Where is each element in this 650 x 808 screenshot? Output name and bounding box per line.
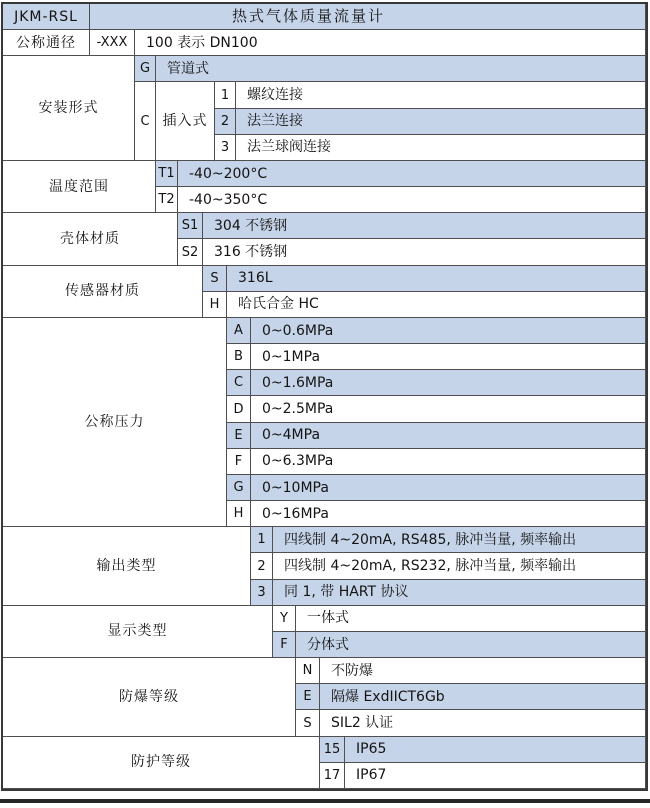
code-cell-sensor-s: S <box>203 266 227 292</box>
desc-cell-explosion-e: 隔爆 ExdIICT6Gb <box>320 684 646 710</box>
code-cell-insert-3: 3 <box>215 135 236 161</box>
section-label-install: 安装形式 <box>3 56 135 161</box>
desc-cell-s2: 316 不锈钢 <box>203 239 646 265</box>
desc-cell-pressure-c: 0~1.6MPa <box>251 370 646 396</box>
code-cell-t2: T2 <box>156 187 178 213</box>
desc-cell-pressure-b: 0~1MPa <box>251 344 646 370</box>
code-cell-insert-1: 1 <box>215 82 236 108</box>
desc-cell-t2: -40~350°C <box>178 187 646 213</box>
desc-cell-t1: -40~200°C <box>178 161 646 187</box>
code-cell-pressure-f: F <box>227 449 251 475</box>
desc-cell-pressure-a: 0~0.6MPa <box>251 318 646 344</box>
desc-cell-output-2: 四线制 4~20mA, RS232, 脉冲当量, 频率输出 <box>273 553 646 579</box>
code-cell-pressure-c: C <box>227 370 251 396</box>
section-label-pressure: 公称压力 <box>3 318 227 527</box>
bottom-rule <box>0 799 650 803</box>
desc-cell-pressure-f: 0~6.3MPa <box>251 449 646 475</box>
section-label-dn: 公称通径 <box>3 30 90 56</box>
desc-cell-pressure-e: 0~4MPa <box>251 423 646 449</box>
desc-cell-output-1: 四线制 4~20mA, RS485, 脉冲当量, 频率输出 <box>273 527 646 553</box>
section-label-output: 输出类型 <box>3 527 251 606</box>
code-cell-pipe-g: G <box>135 56 156 82</box>
code-cell-explosion-s: S <box>296 710 320 736</box>
code-cell-output-1: 1 <box>251 527 273 553</box>
desc-cell-insert-2: 法兰连接 <box>236 109 646 135</box>
desc-cell-explosion-n: 不防爆 <box>320 658 646 684</box>
code-cell-insert-2: 2 <box>215 109 236 135</box>
code-cell-pressure-d: D <box>227 396 251 422</box>
code-cell-explosion-n: N <box>296 658 320 684</box>
code-cell-s2: S2 <box>178 239 203 265</box>
section-label-explosion: 防爆等级 <box>3 658 296 737</box>
section-label-sensor: 传感器材质 <box>3 266 203 318</box>
section-label-protection: 防护等级 <box>3 737 320 789</box>
insert-type-label: 插入式 <box>156 82 215 161</box>
desc-cell-display-f: 分体式 <box>296 632 646 658</box>
code-cell-dn: -XXX <box>90 30 135 56</box>
desc-cell-sensor-s: 316L <box>227 266 646 292</box>
desc-cell-protection-17: IP67 <box>345 763 646 789</box>
desc-cell-protection-15: IP65 <box>345 737 646 763</box>
desc-cell-display-y: 一体式 <box>296 606 646 632</box>
desc-cell-explosion-s: SIL2 认证 <box>320 710 646 736</box>
desc-cell-insert-3: 法兰球阀连接 <box>236 135 646 161</box>
code-cell-s1: S1 <box>178 213 203 239</box>
code-cell-display-f: F <box>273 632 296 658</box>
product-title: 热式气体质量流量计 <box>90 4 646 30</box>
section-label-temperature: 温度范围 <box>3 161 156 213</box>
desc-cell-s1: 304 不锈钢 <box>203 213 646 239</box>
desc-cell-pressure-d: 0~2.5MPa <box>251 396 646 422</box>
code-cell-sensor-h: H <box>203 292 227 318</box>
desc-cell-insert-1: 螺纹连接 <box>236 82 646 108</box>
section-label-housing: 壳体材质 <box>3 213 178 265</box>
code-cell-pressure-b: B <box>227 344 251 370</box>
code-cell-pressure-g: G <box>227 475 251 501</box>
code-cell-protection-17: 17 <box>320 763 345 789</box>
model-code-cell: JKM-RSL <box>3 4 90 30</box>
desc-cell-dn: 100 表示 DN100 <box>135 30 646 56</box>
code-cell-output-3: 3 <box>251 580 273 606</box>
code-cell-explosion-e: E <box>296 684 320 710</box>
model-selection-table <box>1 2 648 791</box>
code-cell-output-2: 2 <box>251 553 273 579</box>
desc-cell-pressure-g: 0~10MPa <box>251 475 646 501</box>
code-cell-pressure-a: A <box>227 318 251 344</box>
code-cell-pressure-h: H <box>227 501 251 527</box>
code-cell-pressure-e: E <box>227 423 251 449</box>
code-cell-protection-15: 15 <box>320 737 345 763</box>
desc-cell-pipe: 管道式 <box>156 56 646 82</box>
desc-cell-sensor-h: 哈氏合金 HC <box>227 292 646 318</box>
code-cell-insert-c: C <box>135 82 156 161</box>
desc-cell-pressure-h: 0~16MPa <box>251 501 646 527</box>
code-cell-t1: T1 <box>156 161 178 187</box>
code-cell-display-y: Y <box>273 606 296 632</box>
section-label-display: 显示类型 <box>3 606 273 658</box>
desc-cell-output-3: 同 1, 带 HART 协议 <box>273 580 646 606</box>
